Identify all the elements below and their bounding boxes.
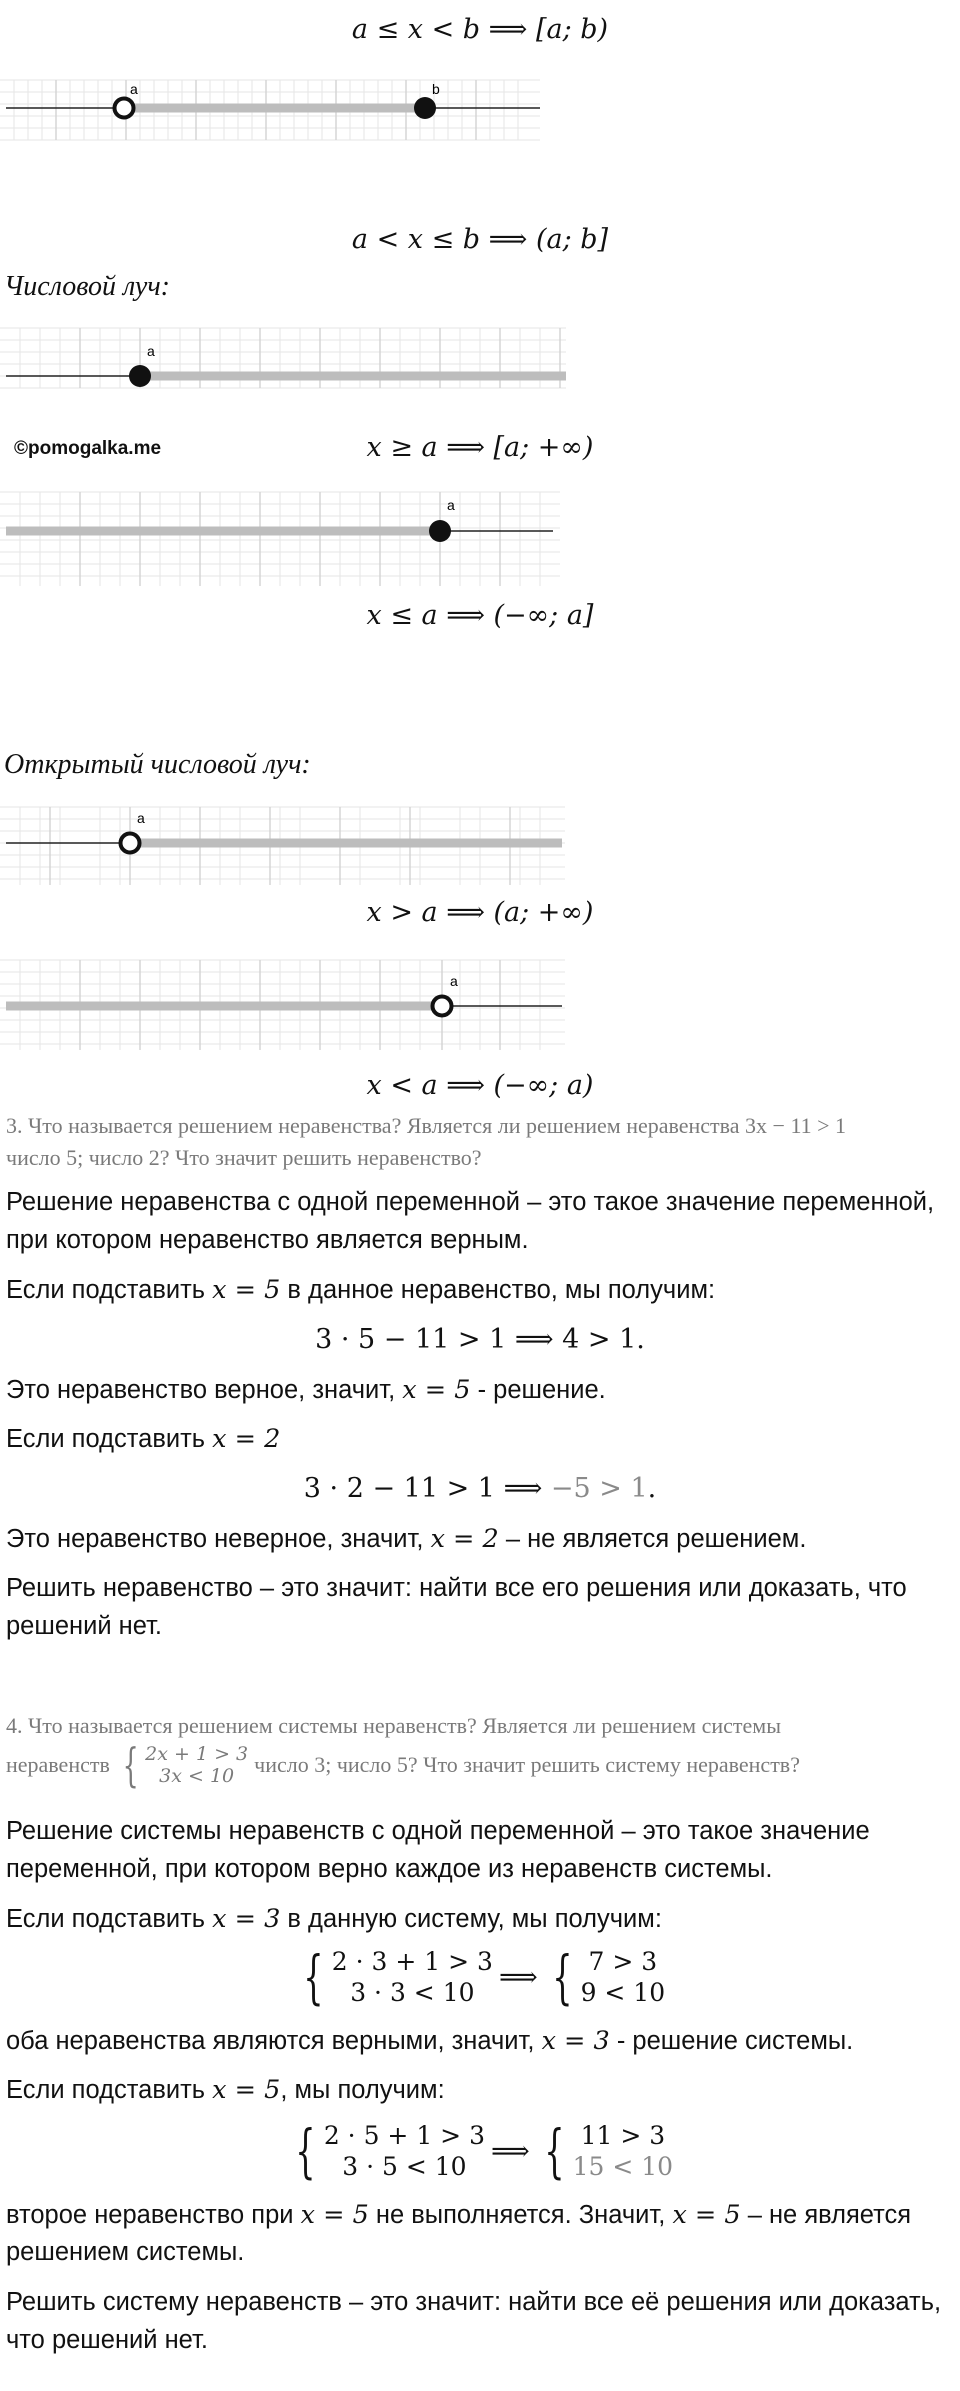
q3-solve-line2: решений нет. [6, 1612, 163, 1640]
closed-point-b [414, 97, 436, 119]
q4-substitute-5: Если подставить x = 5, мы получим: [6, 2075, 445, 2105]
label-a: a [450, 973, 458, 989]
heading-open-number-ray: Открытый числовой луч: [4, 749, 311, 780]
q4-second-false-line2: решением системы. [6, 2238, 245, 2266]
q3-definition-line2: при котором неравенство является верным. [6, 1226, 529, 1254]
formula-ray-le: x ≤ a ⟹ (−∞; a] [366, 600, 594, 631]
open-point-a [121, 834, 140, 853]
q3-solve-line1: Решить неравенство – это значит: найти все его решения или доказать, что [6, 1574, 907, 1602]
label-a: a [447, 497, 455, 513]
closed-point-a [129, 365, 151, 387]
formula-open-ray-lt: x < a ⟹ (−∞; a) [366, 1070, 594, 1101]
question-3-line1: 3. Что называется решением неравенства? Является ли решением неравенства 3x − 11 > 1 [6, 1113, 847, 1138]
q4-calc-5: { 2 · 5 + 1 > 3 3 · 5 < 10 ⟹ { 11 > 3 15 < 10 [295, 2117, 674, 2185]
label-a: a [147, 343, 155, 359]
q4-system-row1: 2x + 1 > 3 [145, 1743, 249, 1765]
q4-system-row2: 3x < 10 [159, 1765, 235, 1787]
label-b: b [432, 81, 440, 97]
number-ray-le [0, 480, 580, 590]
number-ray-ge [0, 320, 580, 400]
formula-half-open-left: a < x ≤ b ⟹ (a; b] [351, 224, 609, 255]
watermark: ©pomogalka.me [14, 438, 162, 459]
heading-number-ray: Числовой луч: [4, 271, 171, 302]
q4-both-true: оба неравенства являются верными, значит, x = 3 - решение системы. [6, 2026, 854, 2056]
q4-second-false-line1: второе неравенство при x = 5 не выполняется. Значит, x = 5 – не является [6, 2200, 912, 2230]
open-point-a [115, 99, 134, 118]
number-line-segment [0, 70, 560, 150]
q3-calc-2: 3 · 2 − 11 > 1 ⟹ −5 > 1. [303, 1473, 657, 1504]
q3-definition-line1: Решение неравенства с одной переменной – это такое значение переменной, [6, 1188, 935, 1216]
q4-definition-line2: переменной, при котором верно каждое из неравенств системы. [6, 1855, 773, 1883]
question-3-line2: число 5; число 2? Что значит решить неравенство? [6, 1145, 482, 1170]
closed-point-a [429, 520, 451, 542]
open-point-a [433, 997, 452, 1016]
q4-calc-3: { 2 · 3 + 1 > 3 3 · 3 < 10 ⟹ { 7 > 3 9 < 10 [303, 1943, 666, 2011]
q3-false-statement: Это неравенство неверное, значит, x = 2 – не является решением. [6, 1524, 807, 1554]
open-ray-gt [0, 795, 580, 895]
question-4-line1: 4. Что называется решением системы неравенств? Является ли решением системы [6, 1713, 781, 1738]
formula-ray-ge: x ≥ a ⟹ [a; +∞) [366, 432, 594, 463]
question-4-line2: неравенств { 2x + 1 > 3 3x < 10 число 3; число 5? Что значит решить систему неравенств? [6, 1738, 800, 1792]
formula-open-ray-gt: x > a ⟹ (a; +∞) [366, 897, 594, 928]
q4-substitute-3: Если подставить x = 3 в данную систему, мы получим: [6, 1904, 662, 1934]
q4-solve-line1: Решить систему неравенств – это значит: найти все её решения или доказать, [6, 2288, 942, 2316]
label-a: a [130, 81, 138, 97]
q3-substitute-2: Если подставить x = 2 [6, 1424, 281, 1454]
q3-substitute-5: Если подставить x = 5 в данное неравенство, мы получим: [6, 1275, 716, 1305]
open-ray-lt [0, 950, 580, 1055]
q4-solve-line2: что решений нет. [6, 2326, 208, 2354]
q3-calc-5: 3 · 5 − 11 > 1 ⟹ 4 > 1. [315, 1324, 645, 1355]
formula-half-open-right: a ≤ x < b ⟹ [a; b) [351, 14, 609, 45]
q3-true-statement: Это неравенство верное, значит, x = 5 - решение. [6, 1375, 606, 1405]
label-a: a [137, 810, 145, 826]
q4-definition-line1: Решение системы неравенств с одной переменной – это такое значение [6, 1817, 870, 1845]
